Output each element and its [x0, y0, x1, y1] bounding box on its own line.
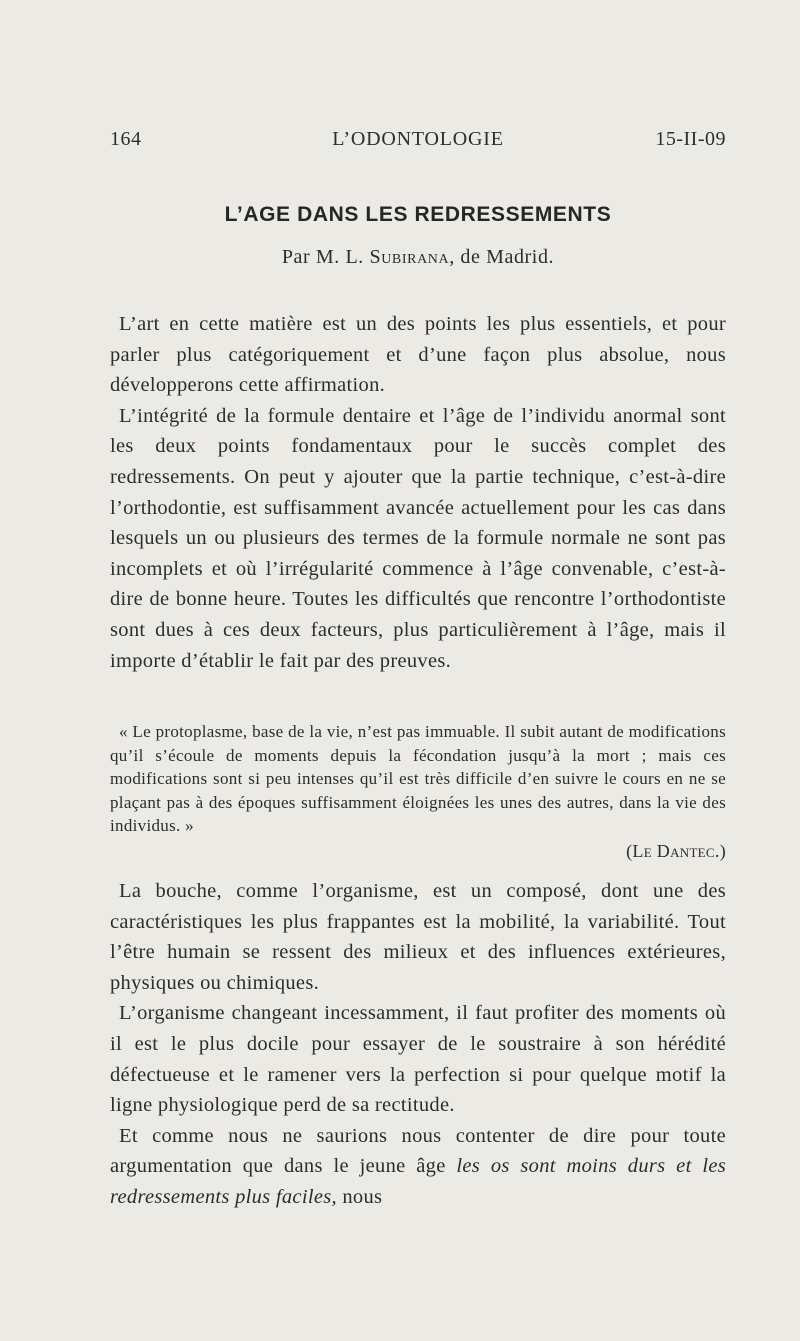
- paragraph: L’intégrité de la formule dentaire et l’âge de l’individu anormal sont les deux points fondamentaux pour le succès complet des redressements. On peut y ajouter que la partie technique, c’est-à-dire l’orthodontie, est suffisamment avancée actuellement pour les cas dans lesquels un ou plusieurs des termes de la formule normale ne sont pas incomplets et où l’irrégularité commence à l’âge convenable, c’est-à-dire de bonne heure. Toutes les difficultés que rencontre l’orthodontiste sont dues à ces deux facteurs, plus particulièrement à l’âge, mais il importe d’établir le fait par des preuves.: [110, 404, 726, 672]
- article-title: L’AGE DANS LES REDRESSEMENTS: [224, 203, 612, 226]
- byline-author: Subirana: [369, 246, 450, 268]
- last-paragraph-start: Et comme nous ne saurions nous contenter de dire pour toute argumentation que dans le jeune âge: [110, 1124, 726, 1178]
- article-byline: [110, 246, 726, 269]
- body-section-2: [110, 876, 726, 1213]
- journal-name: L’ODONTOLOGIE: [332, 128, 504, 150]
- byline-prefix: Par M. L.: [281, 246, 370, 268]
- last-paragraph-italic: les os sont moins durs et les redressements plus faciles,: [110, 1155, 726, 1208]
- byline-suffix: , de Madrid.: [449, 246, 555, 268]
- paragraph-last: [110, 1121, 726, 1213]
- page-number: 164: [110, 128, 142, 150]
- issue-date: 15-II-09: [655, 128, 726, 150]
- paragraph: L’organisme changeant incessamment, il faut profiter des moments où il est le plus docile pour essayer de le soustraire à son hérédité défectueuse et le ramener vers la perfection si pour quelque motif la ligne physiologique perd de sa rectitude.: [110, 1002, 726, 1117]
- quote-text: « Le protoplasme, base de la vie, n’est pas immuable. Il subit autant de modifications qu’il s’écoule de moments depuis la fécondation jusqu’à la mort ; mais ces modifications sont si peu intenses qu’il est très difficile d’en suivre le cours en ne se plaçant pas à des époques suffisamment éloignées les unes des autres, dans la vie des individus. »: [110, 722, 726, 836]
- last-paragraph-end: nous: [336, 1185, 383, 1208]
- block-quote: [110, 720, 726, 864]
- running-header: [110, 128, 726, 158]
- paragraph: La bouche, comme l’organisme, est un composé, dont une des caractéristiques les plus frappantes est la mobilité, la variabilité. Tout l’être humain se ressent des milieux et des influences extérieures, physiques ou chimiques.: [110, 880, 726, 994]
- paragraph: L’art en cette matière est un des points les plus essentiels, et pour parler plus catégoriquement et d’une façon plus absolue, nous développerons cette affirmation.: [110, 313, 726, 397]
- body-section-1: [110, 309, 726, 676]
- quote-attribution: (Le Dantec.): [626, 840, 726, 861]
